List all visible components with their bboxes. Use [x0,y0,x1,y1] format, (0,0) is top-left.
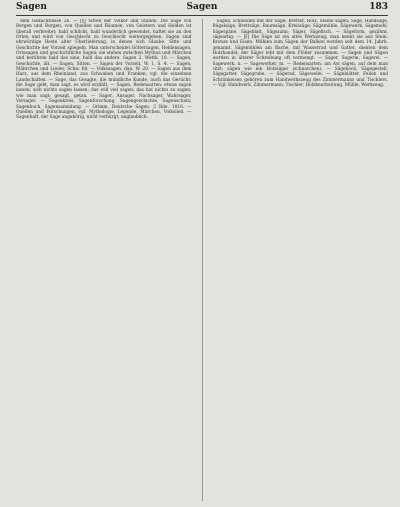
column-text: dem Gedächtnisse 26. — [§] Sitten der Völker und Stände. Die Sage von Bergen und Burgen, von Quellen und Bäumen, von Geistern und Helden ist überall verbreitet; bald schlicht, bald wunderlich gewendet, haftet sie an den Orten und wird von Geschlecht zu Geschlecht weitergegeben. Sagen sind ehrwürdige Reste alter Überlieferung, in denen sich Glaube, Sitte und Geschichte der Vorzeit spiegeln. Man unterscheidet Göttersagen, Heldensagen, Ortssagen und geschichtliche Sagen; sie stehen zwischen Mythus und Märchen und berühren bald das eine, bald das andere. Sagen 2. Wettk. 10. — Sagen, Geschichte, ält. — Sagen, Sitten. — Sagen der Vorzeit, W. 1, S. 4. — Sagen, Mährchen und Lieder, Schw. 68. — Volkssagen, dan. W. 20. — Sagen aus dem Harz, aus dem Rheinland, aus Schwaben und Franken, vgl. die einzelnen Landschaften. — Sage, das Gesagte, die mündliche Kunde, auch das Gerücht; die Sage geht, man sagt, es wird erzählt. — Sagen, Redensarten: etwas sagen lassen, sich nichts sagen lassen; das will viel sagen; das hat nichts zu sagen; wie man sagt; gesagt, getan. — Sager, Ansager, Nachsager, Wahrsager, Vorsager. — Sagenkreis, Sagenforschung, Sagengeschichte, Sagenschatz; Sagenbuch, Sagensammlung. — Grimm, Deutsche Sagen, 2 Bde. 1816. — Quellen und Forschungen, vgl. Mythologie, Legende, Märchen, Volkslied. — Sagenhaft, der Sage angehörig, nicht verbürgt, unglaublich. [16,19,192,121]
column-text: Sägen, schneiden mit der Säge; Bretter, Holz, Steine sägen; Säge, Handsäge, Bügelsäge, Brettsäge, Baumsäge, Kreissäge; Sägemühle, Sägewerk, Sägemehl, Sägespäne, Sägeblatt, Sägezahn; Säger, Sägefisch. — Sägeform, gezähnt, sägeartig. — [§] Die Säge ist ein altes Werkzeug; man kennt sie aus Stein, Bronze und Eisen. Mühlen zum Sägen der Balken werden seit dem 14. Jahrh. genannt. Sägemühlen am Bache, mit Wasserrad und Gatter, dienten dem Holzhandel; der Säger lebt mit dem Flößer zusammen. — Sagen und Sägen werden in älterer Schreibung oft vermengt. — Sager, Sagerin, Sagerei. — Sagewerk, n. — Sagewerker, m. — Redensarten: am Ast sägen, auf dem man sitzt; sägen wie ein Holzsäger (schnarchen). — Sägebock, Sägegestell, Sägegatter, Sägegrube. — Sägerad, Sägewelle. — Sägeblätter, Feilen und Schränkeisen gehören zum Handwerkszeug des Zimmermanns und Tischlers. — Vgl. Handwerk, Zimmermann, Tischler, Holzbearbeitung, Mühle, Werkzeug. [212,19,388,89]
page-number: 183 [369,2,388,12]
header-center: Sagen [186,2,218,12]
text-column-right [213,19,389,501]
running-header [16,2,388,16]
text-columns [16,19,388,501]
header-rule [16,15,388,16]
header-left: Sagen [16,2,47,12]
column-divider [202,19,203,501]
text-column-left [16,19,192,501]
